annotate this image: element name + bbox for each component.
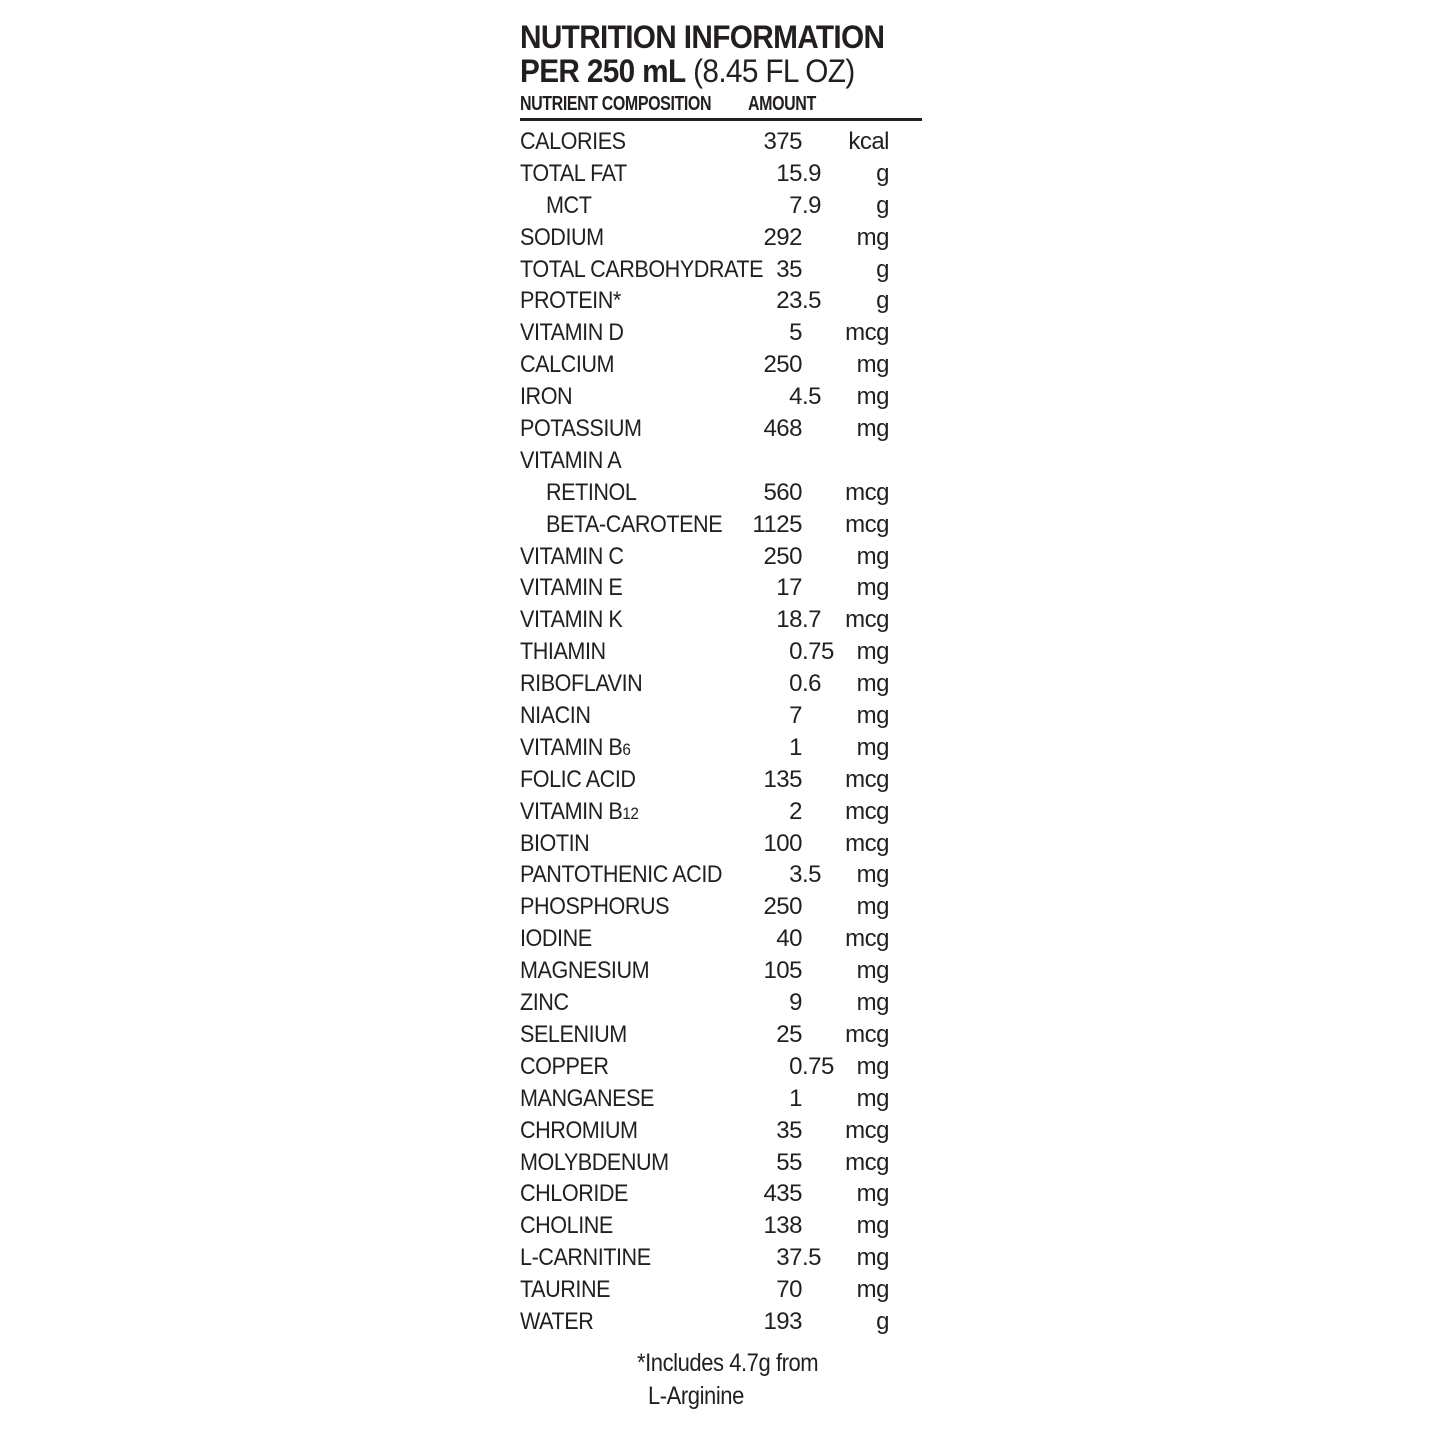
nutrient-name: MANGANESE: [520, 1084, 654, 1112]
amount-value-int: 23: [776, 287, 802, 315]
amount-value-frac: [802, 254, 836, 286]
amount-value-int: 0: [789, 638, 802, 666]
column-header-nutrient: NUTRIENT COMPOSITION: [520, 93, 712, 115]
amount-value-int: 35: [776, 255, 802, 283]
nutrient-name: IRON: [520, 383, 573, 411]
amount-value-int: 560: [763, 478, 802, 506]
label-title: [520, 20, 922, 54]
nutrient-table: [520, 126, 922, 1338]
nutrient-name: TOTAL FAT: [520, 159, 627, 187]
amount-value-frac: .6: [802, 670, 822, 698]
amount-unit: mcg: [845, 606, 889, 634]
amount-value-int: 100: [763, 829, 802, 857]
amount-value-frac: .9: [802, 159, 822, 187]
amount-unit: g: [876, 255, 889, 283]
amount-value-int: 25: [776, 1020, 802, 1048]
nutrient-name: VITAMIN B12: [520, 797, 639, 825]
serving-size-floz: (8.45 FL OZ): [693, 53, 855, 89]
table-row: [520, 572, 922, 604]
nutrient-name: CHROMIUM: [520, 1116, 638, 1144]
nutrient-name: BIOTIN: [520, 829, 590, 857]
nutrient-name-subscript: 12: [622, 803, 639, 823]
nutrient-name: MCT: [546, 191, 592, 219]
amount-value-int: 0: [789, 1052, 802, 1080]
amount-unit: mcg: [845, 510, 889, 538]
amount-value-int: 138: [763, 1212, 802, 1240]
amount-unit: g: [876, 1307, 889, 1335]
amount-value-frac: [802, 828, 836, 860]
nutrient-name: THIAMIN: [520, 638, 606, 666]
footnote-line-2: L-Arginine: [648, 1381, 744, 1410]
table-row: [520, 955, 922, 987]
amount-value-frac: .5: [802, 861, 822, 889]
table-row: [520, 413, 922, 445]
amount-value-int: 55: [776, 1148, 802, 1176]
amount-value-int: [706, 445, 802, 477]
amount-value-int: 17: [776, 574, 802, 602]
amount-unit: mg: [856, 542, 889, 570]
table-row: [520, 891, 922, 923]
amount-unit: mg: [856, 989, 889, 1017]
amount-unit: mg: [856, 702, 889, 730]
amount-value-int: 37: [776, 1244, 802, 1272]
amount-unit: mg: [856, 670, 889, 698]
table-row: [520, 1019, 922, 1051]
amount-value-frac: .5: [802, 1244, 822, 1272]
table-row: [520, 190, 922, 222]
nutrient-name: SELENIUM: [520, 1020, 627, 1048]
nutrient-name: VITAMIN K: [520, 606, 623, 634]
amount-unit: mcg: [845, 765, 889, 793]
amount-value-int: 193: [763, 1307, 802, 1335]
amount-unit: mg: [856, 861, 889, 889]
amount-value-frac: .5: [802, 287, 822, 315]
table-row: [520, 859, 922, 891]
amount-value-int: 5: [789, 319, 802, 347]
table-row: [520, 828, 922, 860]
table-row: [520, 668, 922, 700]
table-row: [520, 1051, 922, 1083]
amount-unit: mg: [856, 574, 889, 602]
amount-value-frac: [802, 700, 836, 732]
amount-value-frac: [802, 1019, 836, 1051]
amount-value-frac: [802, 796, 836, 828]
table-row: [520, 604, 922, 636]
table-row: [520, 317, 922, 349]
amount-unit: mg: [856, 1052, 889, 1080]
amount-unit: mg: [856, 733, 889, 761]
column-headers: [520, 93, 922, 115]
amount-value-int: 4: [789, 383, 802, 411]
table-row: [520, 381, 922, 413]
table-row: [520, 254, 922, 286]
table-row: [520, 923, 922, 955]
amount-value-int: 18: [776, 606, 802, 634]
nutrient-name: FOLIC ACID: [520, 765, 636, 793]
amount-unit: kcal: [848, 128, 889, 155]
nutrient-name: VITAMIN A: [520, 446, 622, 474]
table-row: [520, 349, 922, 381]
table-row: [520, 477, 922, 509]
table-row: [520, 509, 922, 541]
amount-value-int: 1125: [752, 510, 802, 538]
amount-value-frac: [802, 1178, 836, 1210]
table-row: [520, 1178, 922, 1210]
nutrient-name: BETA-CAROTENE: [546, 510, 723, 538]
amount-unit: g: [876, 287, 889, 315]
amount-value-int: 7: [789, 191, 802, 219]
column-header-amount: AMOUNT: [748, 93, 816, 115]
amount-unit: [836, 445, 922, 477]
amount-value-int: 40: [776, 925, 802, 953]
nutrition-label: [520, 20, 922, 1413]
serving-size-volume: PER 250 mL: [520, 53, 686, 89]
table-row: [520, 1242, 922, 1274]
nutrient-name: COPPER: [520, 1052, 609, 1080]
amount-value-frac: [802, 891, 836, 923]
amount-value-frac: .7: [802, 606, 822, 634]
amount-value-frac: [802, 955, 836, 987]
nutrient-name: PANTOTHENIC ACID: [520, 861, 723, 889]
amount-value-frac: [802, 1147, 836, 1179]
amount-unit: g: [876, 159, 889, 187]
amount-value-int: 468: [763, 415, 802, 443]
amount-value-int: 250: [763, 351, 802, 379]
amount-value-int: 3: [789, 861, 802, 889]
amount-value-int: 1: [789, 733, 802, 761]
amount-value-frac: .75: [802, 638, 834, 666]
amount-value-frac: [802, 1306, 836, 1338]
table-row: [520, 700, 922, 732]
nutrient-name: VITAMIN B6: [520, 733, 631, 761]
amount-value-frac: [802, 1274, 836, 1306]
amount-unit: mg: [856, 383, 889, 411]
amount-value-int: 435: [763, 1180, 802, 1208]
amount-value-int: 105: [763, 957, 802, 985]
amount-unit: mcg: [845, 1116, 889, 1144]
amount-value-int: 1: [789, 1084, 802, 1112]
amount-value-frac: [802, 126, 836, 158]
amount-unit: mg: [856, 893, 889, 921]
amount-value-frac: [802, 923, 836, 955]
amount-unit: mg: [856, 957, 889, 985]
amount-value-frac: [802, 317, 836, 349]
amount-value-int: 15: [776, 159, 802, 187]
amount-value-int: 35: [776, 1116, 802, 1144]
amount-unit: mg: [856, 1084, 889, 1112]
amount-unit: mcg: [845, 829, 889, 857]
amount-value-frac: [802, 509, 836, 541]
amount-value-frac: [802, 572, 836, 604]
amount-value-frac: [802, 1083, 836, 1115]
amount-value-frac: [802, 349, 836, 381]
amount-value-int: 70: [776, 1276, 802, 1304]
nutrient-name: MAGNESIUM: [520, 957, 650, 985]
amount-value-int: 292: [763, 223, 802, 251]
amount-value-frac: [802, 764, 836, 796]
amount-value-int: 135: [763, 765, 802, 793]
nutrient-name: RETINOL: [546, 478, 637, 506]
nutrient-name: CHLORIDE: [520, 1180, 629, 1208]
table-row: [520, 541, 922, 573]
nutrient-name: POTASSIUM: [520, 415, 642, 443]
amount-value-frac: [802, 413, 836, 445]
amount-unit: mcg: [845, 478, 889, 506]
nutrient-name: TOTAL CARBOHYDRATE: [520, 255, 764, 283]
table-row: [520, 1210, 922, 1242]
nutrient-name: SODIUM: [520, 223, 604, 251]
amount-value-frac: [802, 222, 836, 254]
nutrient-name: CHOLINE: [520, 1212, 613, 1240]
amount-unit: mg: [856, 1244, 889, 1272]
amount-value-int: 7: [789, 702, 802, 730]
nutrient-name: RIBOFLAVIN: [520, 670, 643, 698]
table-row: [520, 126, 922, 158]
table-row: [520, 1083, 922, 1115]
footnote-line-1: *Includes 4.7g from: [637, 1348, 819, 1377]
amount-value-frac: [802, 732, 836, 764]
nutrient-name: L-CARNITINE: [520, 1244, 651, 1272]
amount-value-frac: .9: [802, 191, 822, 219]
table-row: [520, 445, 922, 477]
amount-unit: mcg: [845, 925, 889, 953]
nutrient-name-subscript: 6: [622, 739, 631, 759]
amount-unit: mg: [856, 415, 889, 443]
nutrient-name: VITAMIN E: [520, 574, 623, 602]
amount-unit: mg: [856, 223, 889, 251]
amount-value-frac: [802, 1115, 836, 1147]
table-row: [520, 636, 922, 668]
amount-unit: mg: [856, 638, 889, 666]
nutrient-name: ZINC: [520, 989, 569, 1017]
nutrient-name: PROTEIN*: [520, 287, 621, 315]
amount-value-int: 250: [763, 542, 802, 570]
nutrient-name: IODINE: [520, 925, 592, 953]
amount-value-int: 2: [789, 797, 802, 825]
nutrient-name: MOLYBDENUM: [520, 1148, 669, 1176]
table-row: [520, 764, 922, 796]
amount-value-int: 9: [789, 989, 802, 1017]
header-rule: [520, 118, 922, 121]
amount-value-int: 0: [789, 670, 802, 698]
amount-value-frac: [802, 477, 836, 509]
table-row: [520, 987, 922, 1019]
nutrient-name: CALCIUM: [520, 351, 615, 379]
amount-value-frac: [802, 541, 836, 573]
amount-unit: mcg: [845, 1020, 889, 1048]
table-row: [520, 1115, 922, 1147]
table-row: [520, 158, 922, 190]
amount-value-int: 375: [763, 128, 802, 155]
nutrient-name: VITAMIN D: [520, 319, 624, 347]
table-row: [520, 732, 922, 764]
table-row: [520, 222, 922, 254]
nutrient-name: WATER: [520, 1307, 594, 1335]
amount-value-frac: [802, 987, 836, 1019]
table-row: [520, 796, 922, 828]
amount-unit: mg: [856, 351, 889, 379]
amount-unit: mg: [856, 1276, 889, 1304]
table-row: [520, 1274, 922, 1306]
amount-value-frac: [802, 1210, 836, 1242]
nutrient-name: TAURINE: [520, 1276, 611, 1304]
amount-unit: mg: [856, 1212, 889, 1240]
nutrient-name: CALORIES: [520, 128, 626, 155]
footnote: [520, 1347, 922, 1413]
amount-unit: mcg: [845, 319, 889, 347]
nutrient-name: VITAMIN C: [520, 542, 624, 570]
amount-value-frac: .75: [802, 1052, 834, 1080]
table-row: [520, 285, 922, 317]
amount-value-frac: .5: [802, 383, 822, 411]
table-row: [520, 1147, 922, 1179]
amount-unit: mcg: [845, 797, 889, 825]
label-title-text: NUTRITION INFORMATION: [520, 19, 885, 55]
amount-value-int: 250: [763, 893, 802, 921]
amount-unit: mcg: [845, 1148, 889, 1176]
serving-size: [520, 54, 922, 88]
nutrient-name: NIACIN: [520, 702, 591, 730]
amount-unit: mg: [856, 1180, 889, 1208]
amount-value-frac: [802, 445, 836, 477]
amount-unit: g: [876, 191, 889, 219]
nutrient-name: PHOSPHORUS: [520, 893, 670, 921]
table-row: [520, 1306, 922, 1338]
